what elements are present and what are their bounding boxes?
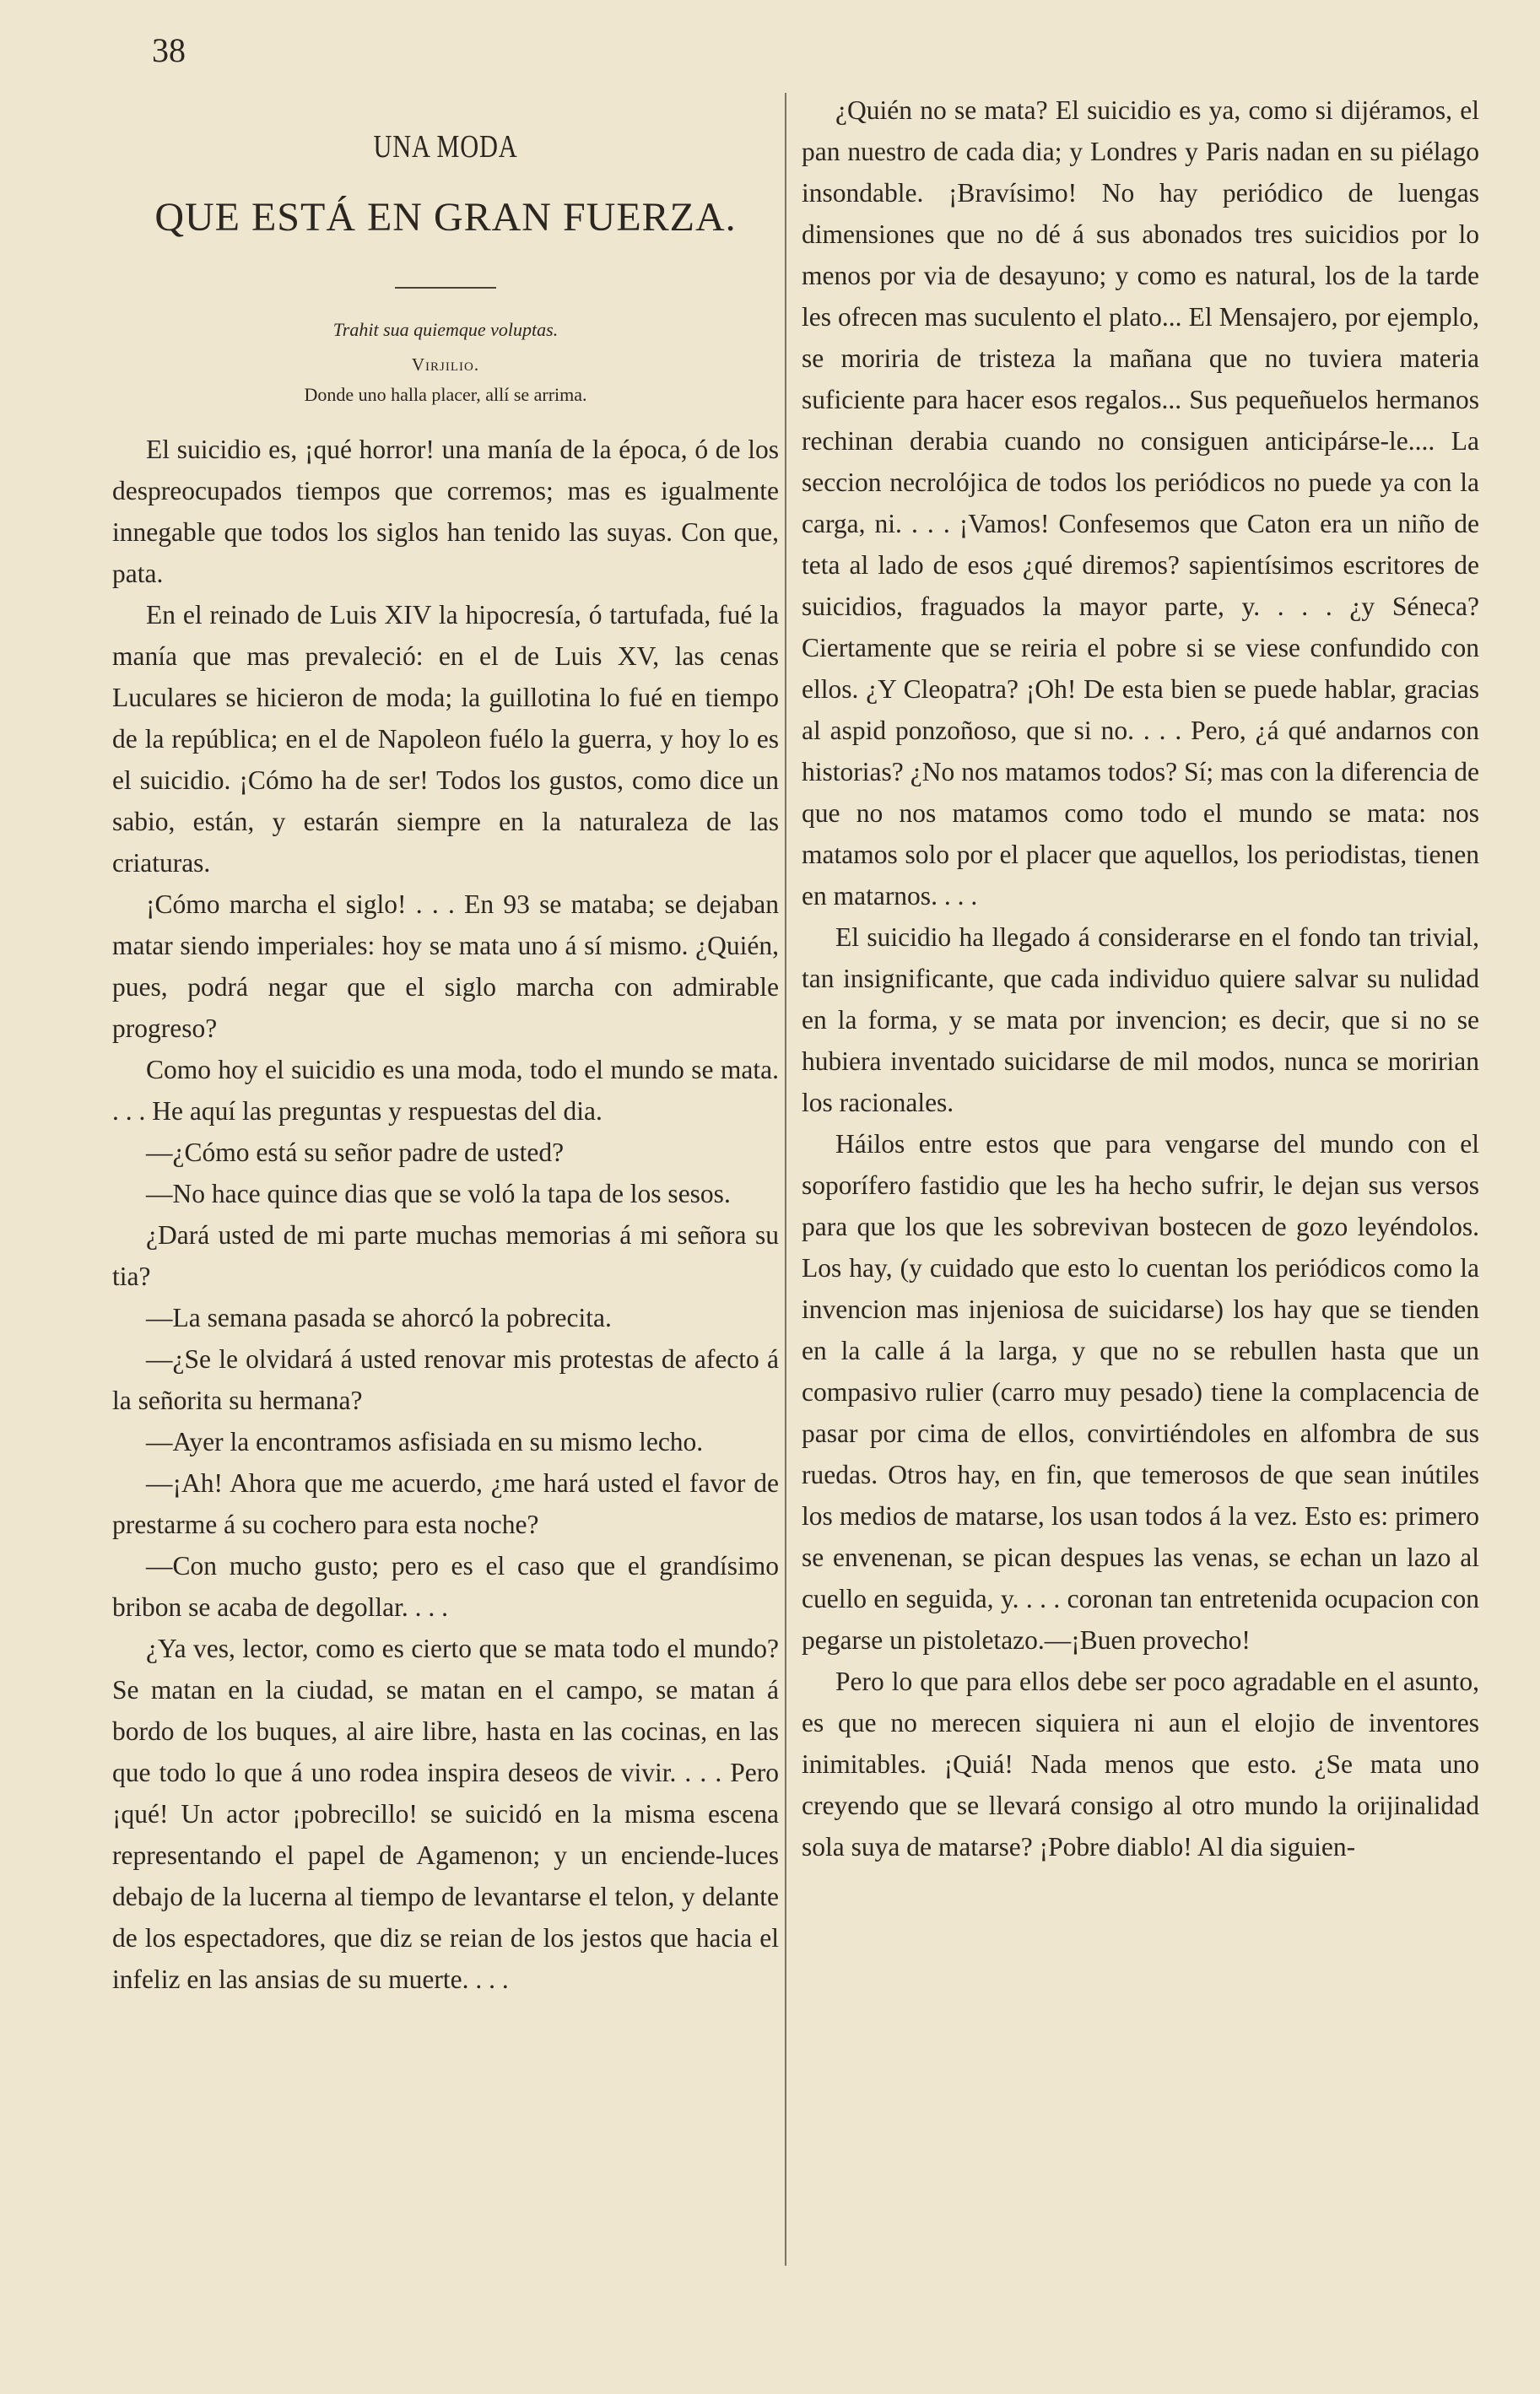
paragraph: ¿Quién no se mata? El suicidio es ya, como si dijéramos, el pan nuestro de cada dia; y Londres y Paris nadan en su piélago insondable. ¡Bravísimo! No hay periódico de luengas dimensiones que no dé á sus abonados tres suicidios por lo menos por via de desayuno; y como es natural, los de la tarde les ofrecen mas suculento el plato... El Mensajero, por ejemplo, se moriria de tristeza la mañana que no tuviera materia suficiente para hacer esos regalos... Sus pequeñuelos hermanos rechinan derabia cuando no consiguen anticipárse-le.... La seccion necrolójica de todos los periódicos no puede ya con la carga, ni. . . . ¡Vamos! Confesemos que Caton era un niño de teta al lado de esos ¿qué diremos? sapientísimos escritores de suicidios, fraguados la mayor parte, y. . . . ¿y Séneca? Ciertamente que se reiria el pobre si se viese confundido con ellos. ¿Y Cleopatra? ¡Oh! De esta bien se puede hablar, gracias al aspid ponzoñoso, que si no. . . . Pero, ¿á qué andarnos con historias? ¿No nos matamos todos? Sí; mas con la diferencia de que no nos matamos como todo el mundo se mata: nos matamos solo por el placer que aquellos, los periodistas, tienen en matarnos. . . . <box>802 95 1479 911</box>
paragraph: —Con mucho gusto; pero es el caso que el grandísimo bribon se acaba de degollar. . . . <box>112 1551 779 1622</box>
paragraph: —¿Se le olvidará á usted renovar mis protestas de afecto á la señorita su hermana? <box>112 1344 779 1415</box>
paragraph: —¡Ah! Ahora que me acuerdo, ¿me hará usted el favor de prestarme á su cochero para esta noche? <box>112 1468 779 1539</box>
paragraph: Pero lo que para ellos debe ser poco agradable en el asunto, es que no merecen siquiera ni aun el elojio de inventores inimitables. ¡Quiá! Nada menos que esto. ¿Se mata uno creyendo que se llevará consigo al otro mundo la orijinalidad sola suya de matarse? ¡Pobre diablo! Al dia siguien- <box>802 1667 1479 1862</box>
paragraph: ¡Cómo marcha el siglo! . . . En 93 se mataba; se dejaban matar siendo imperiales: hoy se mata uno á sí mismo. ¿Quién, pues, podrá negar que el siglo marcha con admirable progreso? <box>112 889 779 1043</box>
paragraph: Háilos entre estos que para vengarse del mundo con el soporífero fastidio que les ha hecho sufrir, le dejan sus versos para que los que les sobrevivan bostecen de gozo leyéndolos. Los hay, (y cuidado que esto lo cuentan los periódicos como la invencion mas injeniosa de suicidarse) los hay que se tienden en la calle á la larga, y que no se rebullen hasta que un compasivo rulier (carro muy pesado) tiene la complacencia de pasar por cima de ellos, convirtiéndoles en alfombra de sus ruedas. Otros hay, en fin, que temerosos de que sean inútiles los medios de matarse, los usan todos á la vez. Esto es: primero se envenenan, se pican despues las venas, se echan un lazo al cuello en seguida, y. . . . coronan tan entretenida ocupacion con pegarse un pistoletazo.—¡Buen provecho! <box>802 1129 1479 1655</box>
paragraph: ¿Dará usted de mi parte muchas memorias á mi señora su tia? <box>112 1220 779 1291</box>
epigraph-quote: Trahit sua quiemque voluptas. <box>332 319 559 340</box>
title-line-1: UNA MODA <box>373 129 518 165</box>
paragraph: —No hace quince dias que se voló la tapa de los sesos. <box>146 1179 731 1208</box>
page-number: 38 <box>152 31 186 69</box>
paragraph: El suicidio es, ¡qué horror! una manía de la época, ó de los despreocupados tiempos que corremos; mas es igualmente innegable que todos los siglos han tenido las suyas. Con que, pata. <box>112 435 779 588</box>
paragraph: El suicidio ha llegado á considerarse en el fondo tan trivial, tan insignificante, que cada individuo quiere salvar su nulidad en la forma, y se mata por invencion; es decir, que si no se hubiera inventado suicidarse de mil modos, nunca se moririan los racionales. <box>802 922 1479 1117</box>
paragraph: —Ayer la encontramos asfisiada en su mismo lecho. <box>146 1427 704 1456</box>
epigraph-translation: Donde uno halla placer, allí se arrima. <box>304 384 587 405</box>
paragraph: —La semana pasada se ahorcó la pobrecita. <box>146 1303 612 1332</box>
title-line-2: QUE ESTÁ EN GRAN FUERZA. <box>154 195 737 240</box>
right-column <box>802 89 1479 1867</box>
epigraph-author: Virjilio. <box>411 354 480 375</box>
left-column <box>112 429 779 2000</box>
column-divider <box>785 93 786 2266</box>
paragraph: ¿Ya ves, lector, como es cierto que se mata todo el mundo? Se matan en la ciudad, se matan en el campo, se matan á bordo de los buques, al aire libre, hasta en las cocinas, en las que todo lo que á uno rodea inspira deseos de vivir. . . . Pero ¡qué! Un actor ¡pobrecillo! se suicidó en la misma escena representando el papel de Agamenon; y un enciende-luces debajo de la lucerna al tiempo de levantarse el telon, y delante de los espectadores, que diz se reian de los jestos que hacia el infeliz en las ansias de su muerte. . . . <box>112 1634 779 1994</box>
paragraph: Como hoy el suicidio es una moda, todo el mundo se mata. . . . He aquí las preguntas y respuestas del dia. <box>112 1055 779 1126</box>
paragraph: En el reinado de Luis XIV la hipocresía, ó tartufada, fué la manía que mas prevaleció: en el de Luis XV, las cenas Luculares se hicieron de moda; la guillotina lo fué en tiempo de la república; en el de Napoleon fuélo la guerra, y hoy lo es el suicidio. ¡Cómo ha de ser! Todos los gustos, como dice un sabio, están, y estarán siempre en la naturaleza de las criaturas. <box>112 600 779 878</box>
title-divider <box>395 287 496 289</box>
paragraph: —¿Cómo está su señor padre de usted? <box>146 1138 565 1167</box>
